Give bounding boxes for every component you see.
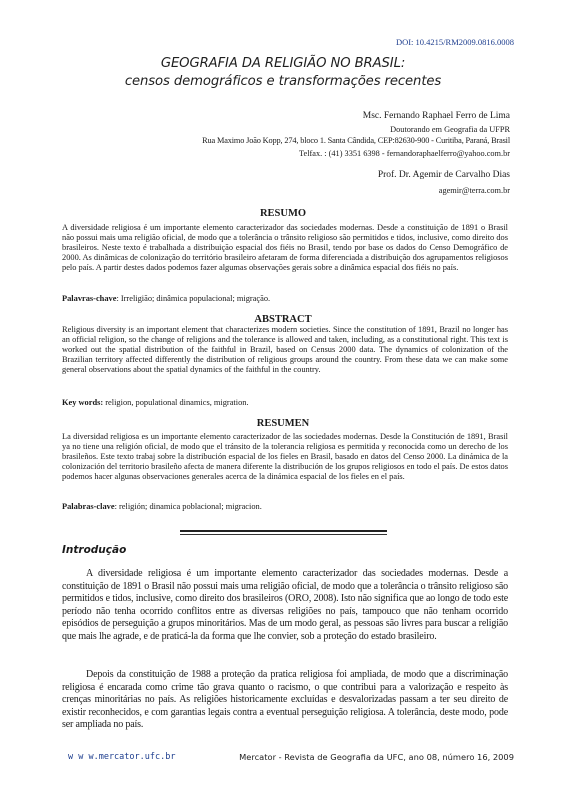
resumo-text: A diversidade religiosa é um importante elemento caracterizador das sociedades modernas. Desde a constituição de 1891 o Brasil não possui mais uma religião oficial, de modo que a tolerância o trânsito religioso são permitidos e tidos, inclusive, como direito dos brasileiros. Neste texto é trabalhada a distribuição espacial dos fiéis no Brasil, tendo por base os dados do Censo Demográfico de 2000. As dinâmicas de colonização do território brasileiro afetaram de forma diferenciada a distribuição dos agrupamentos religiosos pelo país. A partir destes dados podemos fazer algumas observações gerais sobre a dinâmica espacial dos fiéis no país. [62,223,508,272]
author1-address: Rua Maximo João Kopp, 274, bloco 1. Santa Cândida, CEP:82630-900 - Curitiba, Paraná, Brasil [202,136,510,145]
paper-title: GEOGRAFIA DA RELIGIÃO NO BRASIL: [160,56,406,71]
abstract-text: Religious diversity is an important element that characterizes modern societies. Since the constitution of 1891, Brazil no longer has an official religion, so the change of religions and the tolerance is allowed and taken, including, as a constitutional right. This text is worked out the spatial distribution of the faithful in Brazil, based on Census 2000 data. The dynamics of colonization of the Brazilian territory affected differently the distribution of religious groups around the country. From these data we can make some general observations about the spatial dynamics of the faithful in the country. [62,325,508,374]
abstract-heading: ABSTRACT [254,314,312,325]
author2-name: Prof. Dr. Agemir de Carvalho Dias [377,170,510,180]
resumo-keywords-text: : Irreligião; dinâmica populacional; migração. [116,294,271,303]
author1-name: Msc. Fernando Raphael Ferro de Lima [362,111,510,121]
footer-website-link[interactable]: w w w.mercator.ufc.br [68,752,176,762]
resumen-keywords-text: : religión; dinamica poblacional; migracion. [114,502,262,511]
intro-paragraph-1: A diversidade religiosa é um importante elemento caracterizador das sociedades modernas. Desde a constituição de 1891 o Brasil não possui mais uma religião oficial, de modo que a tolerância o trânsito religioso são permitidos e tidos, inclusive, como direito dos brasileiros (ORO, 2008). Isto não significa que ao longo de todo este período não tenha ocorrido conflitos entre as diversas religiões no país, tampouco que não tenham ocorrido episódios de perseguição a grupos minoritários. Mas de um modo geral, as pessoas são livres para buscar a religião que mais lhe agrade, e de praticá-la da forma que lhe convier, sob a proteção do estado brasileiro. [62,568,508,642]
resumo-heading: RESUMO [259,208,307,219]
resumen-keywords-label: Palabras-clave [62,502,115,511]
footer-journal: Mercator - Revista de Geografia da UFC, ano 08, número 16, 2009 [239,752,514,762]
abstract-keywords [62,398,508,407]
section-divider-thick [180,530,387,532]
resumen-text: La diversidad religiosa es un importante elemento caracterizador de las sociedades modernas. Desde la Constitución de 1891, Brasil ya no tiene una religión oficial, de modo que el tránsito de la tolerancia religiosa es permitida y reconocida como un derecho de los brasileños. Este texto trabaj sobre la distribución espacial de los fieles en Brasil, basado en datos del Censo 2000. La dinámica de la colonización del territorio brasileño afecta de manera diferente la distribución de los grupos religiosos en todo el país. De estos datos podemos hacer algunas observaciones generales acerca de la dinámica espacial de los fieles en el país. [62,432,508,481]
author1-degree: Doutorando em Geografia da UFPR [390,125,510,134]
resumen-heading: RESUMEN [256,418,310,429]
resumo-keywords-label: Palavras-chave [62,294,117,303]
paper-subtitle: censos demográficos e transformações recentes [124,74,442,89]
doi-link[interactable]: DOI: 10.4215/RM2009.0816.0008 [395,37,514,47]
resumo-keywords [62,294,508,303]
section-divider-thin [180,534,387,535]
intro-paragraph-2: Depois da constituição de 1988 a proteção da pratica religiosa foi ampliada, de modo que a discriminação religiosa é encarada como crime tão grava quanto o racismo, o que contribui para a valorização e respeito às crenças minoritárias no país. As religiões historicamente excluídas e desvalorizadas passam a ter seu direito de existir reconhecidos, e com garantias legais contra a eventual perseguição religiosa. A tolerância, deste modo, pode ser ampliada no país. [62,669,508,731]
intro-heading: Introdução [62,544,127,556]
author1-contact: Telfax. : (41) 3351 6398 - fernandoraphaelferro@yahoo.com.br [299,149,510,158]
resumen-keywords [62,502,508,511]
abstract-keywords-text: religion, populational dinamics, migration. [103,398,249,407]
author2-email: agemir@terra.com.br [438,186,510,195]
abstract-keywords-label: Key words: [62,398,104,407]
